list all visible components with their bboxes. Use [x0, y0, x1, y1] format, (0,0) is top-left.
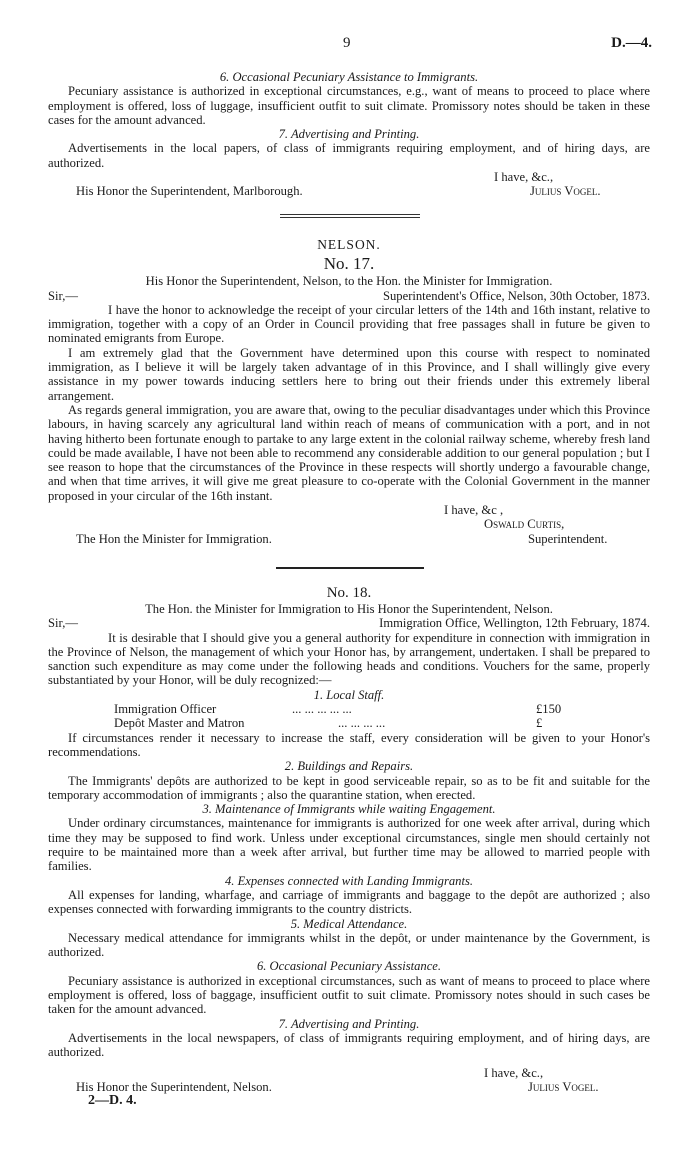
letter-17: [48, 238, 650, 546]
staff-row: [48, 702, 650, 716]
section-heading: 5. Medical Attendance.: [290, 916, 408, 931]
leader-dots: ... ... ... ... ...: [292, 702, 352, 717]
staff-role: Depôt Master and Matron: [114, 716, 245, 731]
leader-dots: ... ... ... ...: [338, 716, 386, 731]
closing-row: [48, 1066, 650, 1080]
paragraph: The Immigrants' depôts are authorized to be kept in good serviceable repair, so as to be fit and suitable for the temporary accommodation of immigrants ; also the quarantine station, when erected.: [48, 773, 650, 802]
addressee-row: [48, 184, 650, 198]
paragraph: I have the honor to acknowledge the receipt of your circular letters of the 14th and 16th instant, relative to immigration, together with a copy of an Order in Council providing that free passages shall in future be given to nominated emigrants from Europe.: [48, 302, 650, 346]
letter-from-to: The Hon. the Minister for Immigration to His Honor the Superintendent, Nelson.: [145, 602, 553, 616]
letter-from-to: His Honor the Superintendent, Nelson, to the Hon. the Minister for Immigration.: [145, 274, 553, 289]
signature-mark: 2—D. 4.: [88, 1093, 137, 1109]
salutation-row: [48, 289, 650, 303]
paragraph: Pecuniary assistance is authorized in exceptional circumstances, e.g., want of means to proceed to place where employment is offered, loss of luggage, insufficient outfit to suit climate. Promissory notes should be taken in these cases for the amount advanced.: [48, 84, 650, 127]
closing-row: [48, 170, 650, 184]
double-rule: [280, 214, 420, 218]
staff-role: Immigration Officer: [114, 702, 217, 717]
paragraph: Advertisements in the local newspapers, of class of immigrants requiring employment, and of hiring days, are authorized.: [48, 1030, 650, 1060]
paragraph: Advertisements in the local papers, of class of immigrants requiring employment, and of hiring days, are authorized.: [48, 141, 650, 170]
paragraph: Necessary medical attendance for immigrants whilst in the depôt, or under maintenance by the Government, is authorized.: [48, 930, 650, 960]
addressee: The Hon the Minister for Immigration.: [76, 531, 272, 546]
place-date: Immigration Office, Wellington, 12th February, 1874.: [379, 616, 650, 631]
closing-row: [48, 503, 650, 517]
paragraph: Pecuniary assistance is authorized in exceptional circumstances, such as want of means to proceed to place where employment is offered, loss of baggage, insufficient outfit to suit climate. Promissory notes should in such cases be taken for the amount advanced.: [48, 973, 650, 1017]
section-heading: 7. Advertising and Printing.: [278, 127, 420, 142]
signatory-title: Superintendent.: [528, 531, 608, 546]
closing: I have, &c.,: [494, 170, 554, 185]
closing: I have, &c ,: [444, 503, 504, 518]
staff-amount: £: [536, 716, 543, 731]
addressee: His Honor the Superintendent, Nelson.: [76, 1079, 272, 1094]
paragraph: If circumstances render it necessary to increase the staff, every consideration will be given to your Honor's recommendations.: [48, 730, 650, 759]
paragraph: All expenses for landing, wharfage, and carriage of immigrants and baggage to the depôt are authorized ; also expenses connected with forwarding immigrants to the country districts.: [48, 887, 650, 917]
section-heading: 3. Maintenance of Immigrants while waiting Engagement.: [202, 802, 496, 817]
signature-row: [48, 517, 650, 531]
section-heading: 2. Buildings and Repairs.: [284, 759, 414, 774]
letter-number: No. 17.: [323, 254, 375, 274]
signature: Julius Vogel.: [528, 1079, 599, 1094]
place-date: Superintendent's Office, Nelson, 30th October, 1873.: [383, 288, 650, 303]
staff-amount: £150: [536, 702, 562, 717]
paragraph: As regards general immigration, you are aware that, owing to the peculiar disadvantages under which this Province labours, in having scarcely any agricultural land within reach of means of communication with a port, and in not having hitherto been fortunate enough to partake to any large extent in the colonial railway scheme, whereby fresh land could be made available, I have not been able to recommend any considerable addition to our general population ; but I see reason to hope that the circumstances of the Province in these respects will shortly undergo a favourable change, and when that time arrives, it will give me great pleasure to co-operate with the Colonial Government in the manner proposed in your circular of the 16th instant.: [48, 402, 650, 503]
addressee-row: [48, 1080, 650, 1094]
letter-18: [48, 584, 650, 1111]
thick-rule: [276, 567, 424, 569]
salutation: Sir,—: [48, 616, 78, 631]
section-heading: 6. Occasional Pecuniary Assistance.: [256, 959, 442, 974]
section-heading: 7. Advertising and Printing.: [278, 1016, 420, 1031]
paragraph: I am extremely glad that the Government have determined upon this course with respect to nominated immigration, as I believe it will be largely taken advantage of in this Province, and I shall willingly give every assistance in my power towards inducing settlers here to bring out their friends under this extremely liberal arrangement.: [48, 345, 650, 403]
page-header: [0, 36, 700, 54]
paragraph: It is desirable that I should give you a general authority for expenditure in connection with immigration in the Province of Nelson, the management of which your Honor has, by arrangement, undertaken. I shall be prepared to sanction such expenditure as may come under the following heads and conditions. Vouchers for the same, properly substantiated by your Honor, will be duly recognized:—: [48, 630, 650, 688]
addressee: His Honor the Superintendent, Marlborough.: [76, 184, 303, 199]
closing: I have, &c.,: [484, 1065, 544, 1080]
staff-row: [48, 716, 650, 730]
divider: [0, 214, 700, 218]
footer-row: [48, 1094, 650, 1111]
letter-number: No. 18.: [326, 585, 372, 601]
addressee-row: [48, 532, 650, 546]
section-heading: 6. Occasional Pecuniary Assistance to Immigrants.: [219, 70, 479, 84]
divider: [0, 567, 700, 569]
section-heading: 1. Local Staff.: [313, 687, 385, 702]
previous-letter-end: [48, 70, 650, 199]
signature: Oswald Curtis,: [484, 517, 565, 532]
salutation-row: [48, 616, 650, 630]
paragraph: Under ordinary circumstances, maintenance for immigrants is authorized for one week after arrival, during which time they may be supposed to find work. Unless under exceptional circumstances, single men should certainly not require to be maintained more than a week after arrival, but further time may be allowed to married people with families.: [48, 816, 650, 874]
page-number: 9: [343, 35, 351, 51]
section-heading: 4. Expenses connected with Landing Immigrants.: [225, 873, 473, 888]
salutation: Sir,—: [48, 288, 78, 303]
document-reference: D.—4.: [611, 35, 652, 51]
province-heading: NELSON.: [317, 237, 381, 252]
signature: Julius Vogel.: [530, 184, 601, 199]
